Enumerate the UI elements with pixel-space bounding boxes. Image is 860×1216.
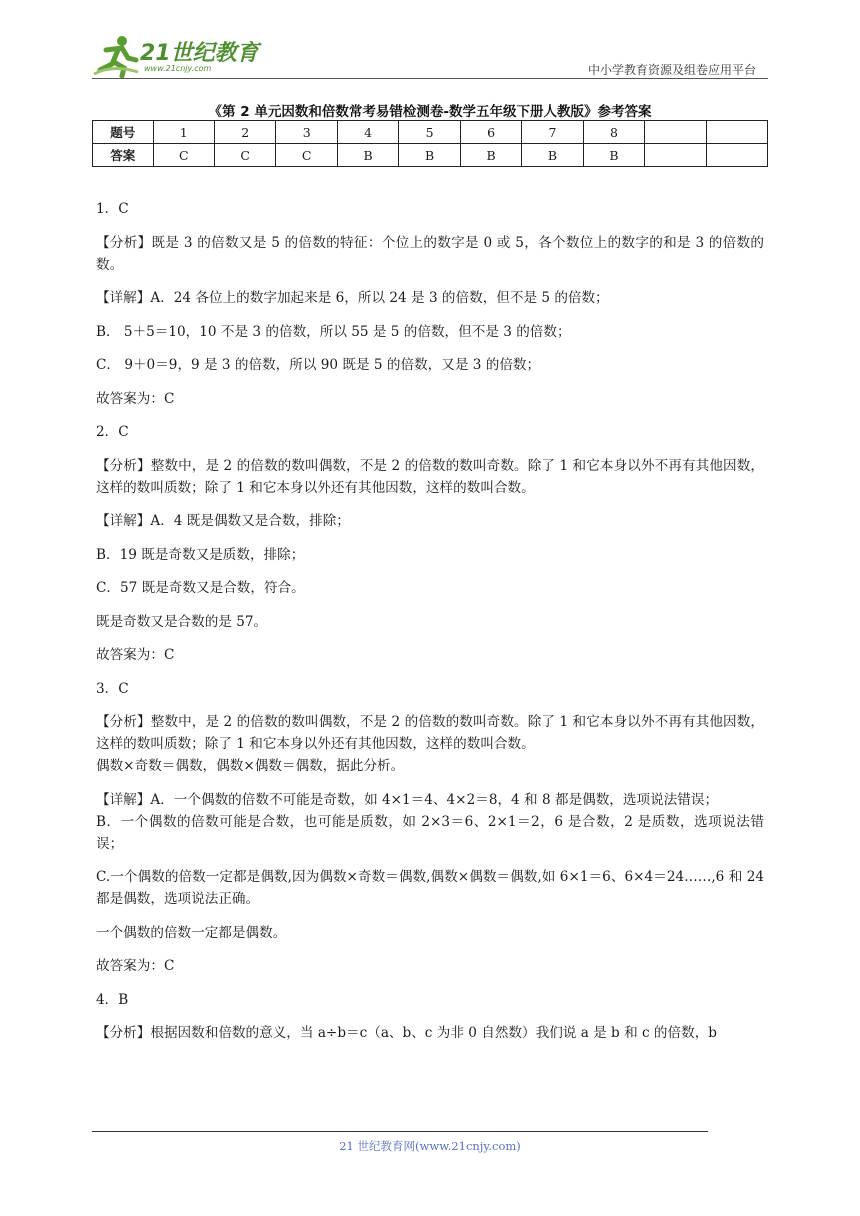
detail-paragraph: C．57 既是奇数又是合数，符合。 — [96, 580, 305, 596]
conclusion-paragraph: 故答案为：C — [96, 647, 175, 663]
number-header: 题号 — [93, 121, 154, 144]
answer-table-answer-row — [93, 144, 768, 167]
question-number: 2 — [214, 121, 275, 144]
question-number: 3 — [276, 121, 337, 144]
question-number: 1 — [153, 121, 214, 144]
detail-paragraph: 【详解】A．24 各位上的数字加起来是 6，所以 24 是 3 的倍数，但不是 5 的倍数； — [96, 290, 609, 306]
document-title: 《第 2 单元因数和倍数常考易错检测卷-数学五年级下册人教版》参考答案 — [208, 104, 652, 120]
answer-cell: B — [399, 144, 460, 167]
analysis-paragraph: 【分析】整数中，是 2 的倍数的数叫偶数，不是 2 的倍数的数叫奇数。除了 1 和它本身以外不再有其他因数，这样的数叫质数；除了 1 和它本身以外还有其他因数，这样的数叫合数。 偶数×奇数＝偶数，偶数×偶数＝偶数，据此分析。 — [96, 714, 764, 774]
answer-cell — [645, 144, 706, 167]
conclusion-paragraph: 故答案为：C — [96, 958, 175, 974]
runner-logo-icon — [92, 34, 140, 78]
detail-paragraph: 既是奇数又是合数的是 57。 — [96, 613, 268, 630]
analysis-paragraph: 【分析】根据因数和倍数的意义，当 a÷b＝c（a、b、c 为非 0 自然数）我们说 a 是 b 和 c 的倍数，b — [96, 1025, 717, 1041]
answer-cell: B — [460, 144, 521, 167]
platform-label: 中小学教育资源及组卷应用平台 — [587, 63, 756, 77]
question-number: 4 — [337, 121, 398, 144]
answer-cell: B — [522, 144, 583, 167]
footer-text: 21 世纪教育网(www.21cnjy.com) — [339, 1139, 521, 1153]
answer-cell: C — [276, 144, 337, 167]
site-logo — [92, 34, 272, 78]
answer-cell — [706, 144, 767, 167]
answer-cell: C — [214, 144, 275, 167]
question-number: 7 — [522, 121, 583, 144]
answer-cell: B — [583, 144, 644, 167]
answer-heading: 3．C — [96, 680, 129, 697]
logo-text: 21世纪教育 — [140, 41, 259, 66]
header-divider — [92, 78, 768, 79]
logo-url: www.21cnjy.com — [144, 64, 212, 73]
answer-table — [92, 120, 768, 167]
answer-explanations — [96, 198, 764, 1056]
detail-paragraph: C． 9＋0＝9，9 是 3 的倍数，所以 90 既是 5 的倍数，又是 3 的倍数； — [96, 357, 541, 373]
answer-table-number-row — [93, 121, 768, 144]
analysis-paragraph: 【分析】既是 3 的倍数又是 5 的倍数的特征：个位上的数字是 0 或 5，各个数位上的数字的和是 3 的倍数的数。 — [96, 234, 764, 273]
detail-paragraph: 【详解】A．4 既是偶数又是合数，排除； — [96, 513, 350, 529]
answer-heading: 1．C — [96, 201, 129, 217]
detail-paragraph: C.一个偶数的倍数一定都是偶数,因为偶数×奇数＝偶数,偶数×偶数＝偶数,如 6×1＝6、6×4＝24……,6 和 24 都是偶数，选项说法正确。 — [96, 869, 764, 907]
question-number: 5 — [399, 121, 460, 144]
detail-paragraph: 【详解】A．一个偶数的倍数不可能是奇数，如 4×1＝4、4×2＝8，4 和 8 都是偶数，选项说法错误； B．一个偶数的倍数可能是合数，也可能是质数，如 2×3＝6、2×1＝2，6 是合数，2 是质数，选项说法错误； — [96, 791, 764, 852]
detail-paragraph: B． 5＋5＝10，10 不是 3 的倍数，所以 55 是 5 的倍数，但不是 3 的倍数； — [96, 323, 571, 340]
answer-cell: C — [153, 144, 214, 167]
question-number: 8 — [583, 121, 644, 144]
answer-heading: 2．C — [96, 424, 129, 440]
conclusion-paragraph: 故答案为：C — [96, 390, 175, 407]
analysis-paragraph: 【分析】整数中，是 2 的倍数的数叫偶数，不是 2 的倍数的数叫奇数。除了 1 和它本身以外不再有其他因数，这样的数叫质数；除了 1 和它本身以外还有其他因数，这样的数叫合数。 — [96, 457, 764, 496]
footer-divider — [92, 1131, 708, 1132]
question-number: 6 — [460, 121, 521, 144]
answer-header: 答案 — [93, 144, 154, 167]
detail-paragraph: B．19 既是奇数又是质数，排除； — [96, 546, 305, 563]
answer-heading: 4．B — [96, 991, 129, 1008]
detail-paragraph: 一个偶数的倍数一定都是偶数。 — [96, 924, 287, 941]
question-number — [645, 121, 706, 144]
answer-cell: B — [337, 144, 398, 167]
question-number — [706, 121, 767, 144]
